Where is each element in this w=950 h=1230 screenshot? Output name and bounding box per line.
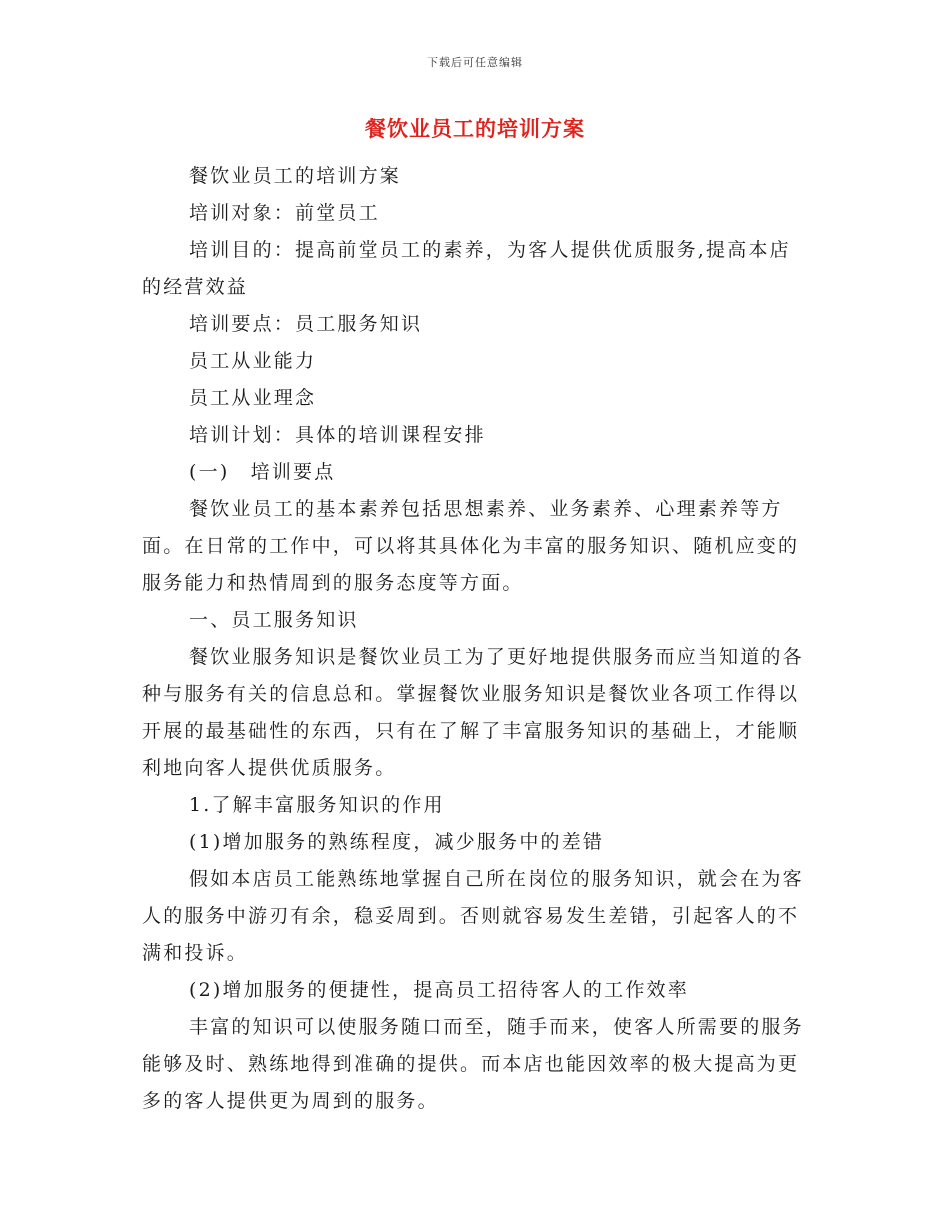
paragraph-concept: 员工从业理念 [189, 387, 317, 409]
paragraph-training-purpose: 培训目的：提高前堂员工的素养，为客人提供优质服务,提高本店的经营效益 [142, 239, 791, 298]
section-heading-1: (一) 培训要点 [189, 461, 336, 483]
page-header-note: 下载后可任意编辑 [427, 56, 523, 69]
paragraph-proficiency: 假如本店员工能熟练地掌握自己所在岗位的服务知识，就会在为客人的服务中游刃有余，稳妥周到。否则就容易发生差错，引起客人的不满和投诉。 [142, 868, 804, 964]
paragraph-training-points: 培训要点：员工服务知识 [189, 313, 423, 335]
paragraph-service-knowledge: 餐饮业服务知识是餐饮业员工为了更好地提供服务而应当知道的各种与服务有关的信息总和。掌握餐饮业服务知识是餐饮业各项工作得以开展的最基础性的东西，只有在了解了丰富服务知识的基础上，才能顺利地向客人提供优质服务。 [142, 646, 804, 779]
paragraph-training-plan: 培训计划：具体的培训课程安排 [189, 424, 486, 446]
document-body [142, 158, 807, 1120]
subheading-convenience: (2)增加服务的便捷性，提高员工招待客人的工作效率 [189, 979, 689, 1001]
paragraph-convenience: 丰富的知识可以使服务随口而至，随手而来，使客人所需要的服务能够及时、熟练地得到准确的提供。而本店也能因效率的极大提高为更多的客人提供更为周到的服务。 [142, 1016, 804, 1112]
document-title: 餐饮业员工的培训方案 [365, 116, 585, 141]
paragraph-training-target: 培训对象：前堂员工 [189, 202, 380, 224]
paragraph-subtitle: 餐饮业员工的培训方案 [189, 165, 402, 187]
subheading-proficiency: (1)增加服务的熟练程度，减少服务中的差错 [189, 831, 605, 853]
section-heading-service-knowledge: 一、员工服务知识 [189, 609, 359, 631]
subheading-role: 1.了解丰富服务知识的作用 [189, 794, 445, 816]
paragraph-basic-qualities: 餐饮业员工的基本素养包括思想素养、业务素养、心理素养等方面。在日常的工作中，可以将其具体化为丰富的服务知识、随机应变的服务能力和热情周到的服务态度等方面。 [142, 498, 800, 594]
paragraph-ability: 员工从业能力 [189, 350, 317, 372]
